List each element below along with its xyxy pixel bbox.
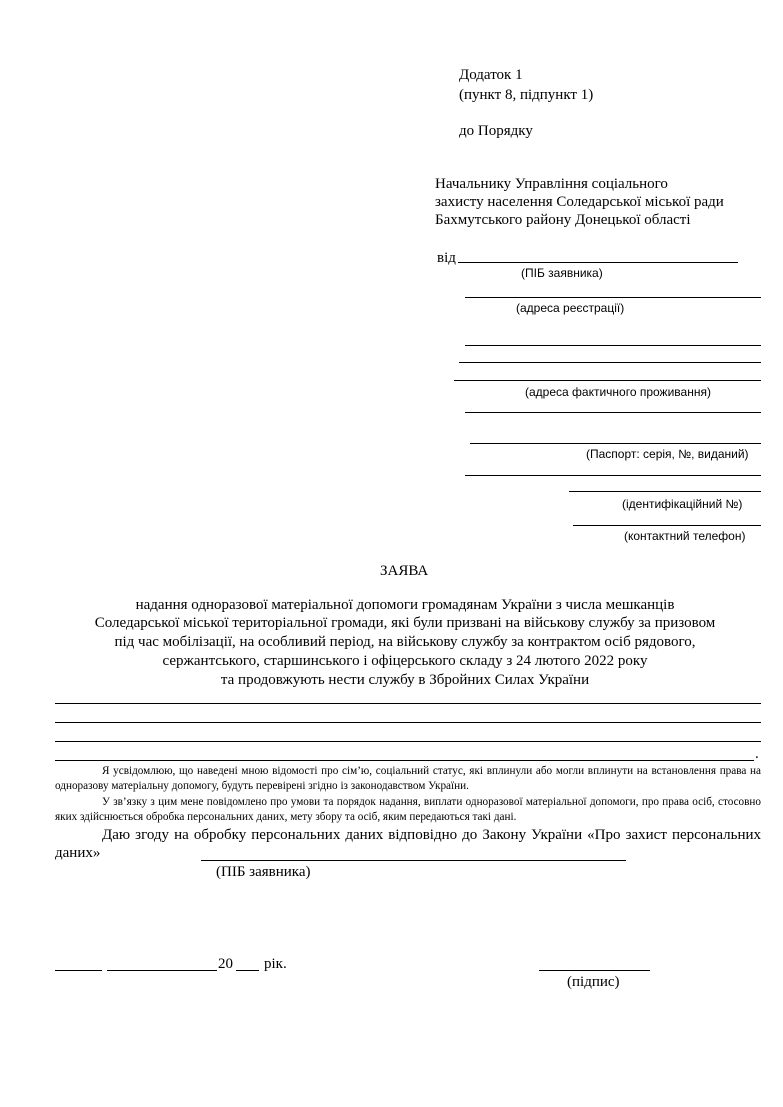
statement-body-line-4[interactable] — [55, 760, 754, 761]
actual-address-caption: (адреса фактичного проживання) — [525, 385, 711, 399]
registration-address-caption: (адреса реєстрації) — [516, 301, 625, 315]
recipient-line-3: Бахмутського району Донецької області — [435, 212, 691, 228]
phone-line[interactable] — [573, 525, 761, 526]
subject-line-3: під час мобілізації, на особливий період, на військову службу за контрактом осіб рядового, — [114, 634, 696, 650]
statement-body-line-3[interactable] — [55, 741, 761, 742]
awareness-declaration — [55, 764, 761, 794]
statement-body-line-1[interactable] — [55, 703, 761, 704]
subject-line-1: надання одноразової матеріальної допомоги громадянам України з числа мешканців — [135, 597, 675, 613]
addendum-number: Додаток 1 — [459, 67, 523, 83]
phone-caption: (контактний телефон) — [624, 529, 746, 543]
applicant-name-line[interactable] — [458, 262, 738, 263]
from-label: від — [437, 250, 456, 266]
statement-heading: ЗАЯВА — [380, 563, 429, 579]
actual-address-line-3[interactable] — [454, 380, 761, 381]
passport-line-2[interactable] — [470, 443, 761, 444]
statement-body-end-dot: . — [755, 746, 759, 762]
date-month-line[interactable] — [107, 970, 217, 971]
signature-line[interactable] — [539, 970, 650, 971]
awareness-text: Я усвідомлюю, що наведені мною відомості про сім’ю, соціальний статус, які вплинули або могли вплинути на встановлення права на одноразову матеріальну допомогу, будуть перевірені згідно із законодавством України. — [55, 765, 761, 792]
date-day-line[interactable] — [55, 970, 102, 971]
actual-address-line-2[interactable] — [459, 362, 761, 363]
tax-id-caption: (ідентифікаційний №) — [622, 497, 743, 511]
passport-line-1[interactable] — [465, 412, 761, 413]
passport-caption: (Паспорт: серія, №, виданий) — [586, 447, 749, 461]
recipient-line-2: захисту населення Соледарської міської ради — [435, 194, 724, 210]
date-year-word: рік. — [264, 956, 287, 972]
actual-address-line-1[interactable] — [465, 345, 761, 346]
consent-paragraph — [55, 826, 761, 862]
subject-line-4: сержантського, старшинського і офіцерського складу з 24 лютого 2022 року — [162, 653, 648, 669]
recipient-line-1: Начальнику Управління соціального — [435, 176, 668, 192]
applicant-name-caption: (ПІБ заявника) — [521, 266, 603, 280]
signature-caption: (підпис) — [567, 974, 620, 990]
consent-text: Даю згоду на обробку персональних даних відповідно до Закону України «Про захист персональних даних» — [55, 827, 761, 861]
date-century: 20 — [218, 956, 233, 972]
consent-name-line[interactable] — [201, 860, 626, 861]
tax-id-line-1[interactable] — [465, 475, 761, 476]
addendum-reference: до Порядку — [459, 123, 533, 139]
tax-id-line-2[interactable] — [569, 491, 761, 492]
date-year-line[interactable] — [236, 970, 259, 971]
informed-declaration — [55, 795, 761, 825]
subject-line-5: та продовжують нести службу в Збройних Силах України — [220, 672, 590, 688]
subject-line-2: Соледарської міської територіальної громади, які були призвані на військову службу за призовом — [94, 615, 716, 631]
registration-address-line[interactable] — [465, 297, 761, 298]
consent-name-caption: (ПІБ заявника) — [216, 864, 311, 880]
informed-text: У зв’язку з цим мене повідомлено про умови та порядок надання, виплати одноразової матеріальної допомоги, про права осіб, стосовно яких здійснюється обробка персональних даних, мету збору та осіб, яким передаються такі дані. — [55, 796, 761, 823]
addendum-clause: (пункт 8, підпункт 1) — [459, 87, 594, 103]
statement-body-line-2[interactable] — [55, 722, 761, 723]
